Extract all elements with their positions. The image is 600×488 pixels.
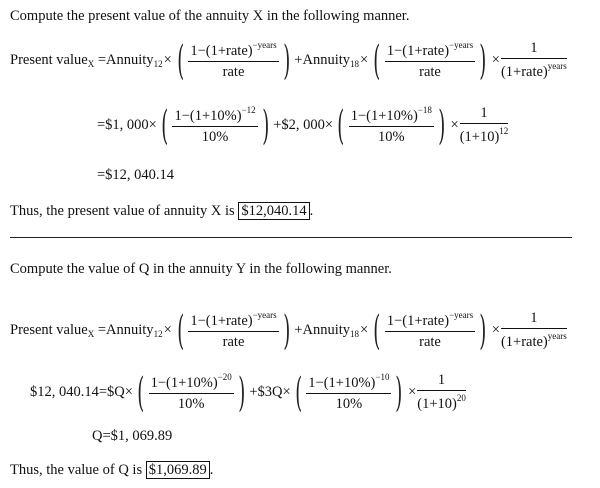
annuity-12-label: Annuity$_{12}$ (106, 322, 163, 339)
section-q-result: Q=$1, 069.89 (92, 428, 173, 444)
section-divider (10, 237, 572, 238)
sub-discount-fraction: $\frac{1}{(1+10)^{12}}$ (459, 105, 509, 145)
section-q-formula: Present value$_X$ = Annuity$_{12}$ × ( $\frac{1-(1+rate)^{-years}}{\text{rate}}$ ) + Annuity$_{18}$ × ( $\frac{1-(1+rate)^{-years}}{\text{rate}}$ ) × $\frac{1}{(1+rate)^{years}}$ (10, 307, 567, 354)
discount-fraction: $\frac{1}{(1+rate)^{years}}$ (500, 40, 567, 80)
section-x-formula: Present value$_X$ = Annuity$_{12}$ × ( $\frac{1-(1+rate)^{-years}}{\text{rate}}$ ) + Annuity$_{18}$ × ( $\frac{1-(1+rate)^{-years}}{\text{rate}}$ ) × $\frac{1}{(1+rate)^{years}}$ (10, 37, 567, 84)
sub-fraction-2: $\frac{1-(1+10\%)^{-18}}{10\%}$ (350, 105, 432, 145)
section-x-intro: Compute the present value of the annuity X in the following manner. (10, 8, 410, 24)
present-value-label: Present value$_X$ (10, 52, 95, 69)
sub-fraction-2: $\frac{1-(1+10\%)^{-10}}{10\%}$ (308, 372, 390, 412)
section-x-conclusion: Thus, the present value of annuity X is $12,040.14 . (10, 203, 314, 219)
section-q-intro: Compute the value of Q in the annuity Y in the following manner. (10, 261, 392, 277)
rate-fraction-2: $\frac{1-(1+rate)^{-years}}{\text{rate}}$ (386, 310, 474, 350)
annuity-x-value-box: $12,040.14 (238, 202, 309, 220)
annuity-18-label: Annuity$_{18}$ (302, 52, 360, 69)
rate-fraction-2: $\frac{1-(1+rate)^{-years}}{\text{rate}}$ (386, 40, 474, 80)
sub-fraction-1: $\frac{1-(1+10\%)^{-12}}{10\%}$ (174, 105, 256, 145)
sub-fraction-1: $\frac{1-(1+10\%)^{-20}}{10\%}$ (150, 372, 232, 412)
rate-fraction-1: $\frac{1-(1+rate)^{-years}}{\text{rate}}$ (190, 40, 277, 80)
section-x-result: =$12, 040.14 (97, 167, 175, 183)
sub-discount-fraction: $\frac{1}{(1+10)^{20}}$ (417, 372, 466, 412)
section-q-conclusion: Thus, the value of Q is $1,069.89 . (10, 462, 214, 478)
section-q-substitution: $12, 040.14=$Q× ( $\frac{1-(1+10\%)^{-20}}{10\%}$ ) +$3Q× ( $\frac{1-(1+10\%)^{-10}}{10\%}$ ) × $\frac{1}{(1+10)^{20}}$ (30, 369, 466, 416)
discount-fraction: $\frac{1}{(1+rate)^{years}}$ (500, 310, 567, 350)
present-value-label: Present value$_X$ (10, 322, 95, 339)
annuity-12-label: Annuity$_{12}$ (106, 52, 163, 69)
rate-fraction-1: $\frac{1-(1+rate)^{-years}}{\text{rate}}$ (190, 310, 277, 350)
annuity-18-label: Annuity$_{18}$ (302, 322, 360, 339)
q-value-box: $1,069.89 (146, 461, 210, 479)
section-x-substitution: =$1, 000× ( $\frac{1-(1+10\%)^{-12}}{10\%}$ ) +$2, 000× ( $\frac{1-(1+10\%)^{-18}}{10\%}$ ) × $\frac{1}{(1+10)^{12}}$ (97, 102, 509, 149)
